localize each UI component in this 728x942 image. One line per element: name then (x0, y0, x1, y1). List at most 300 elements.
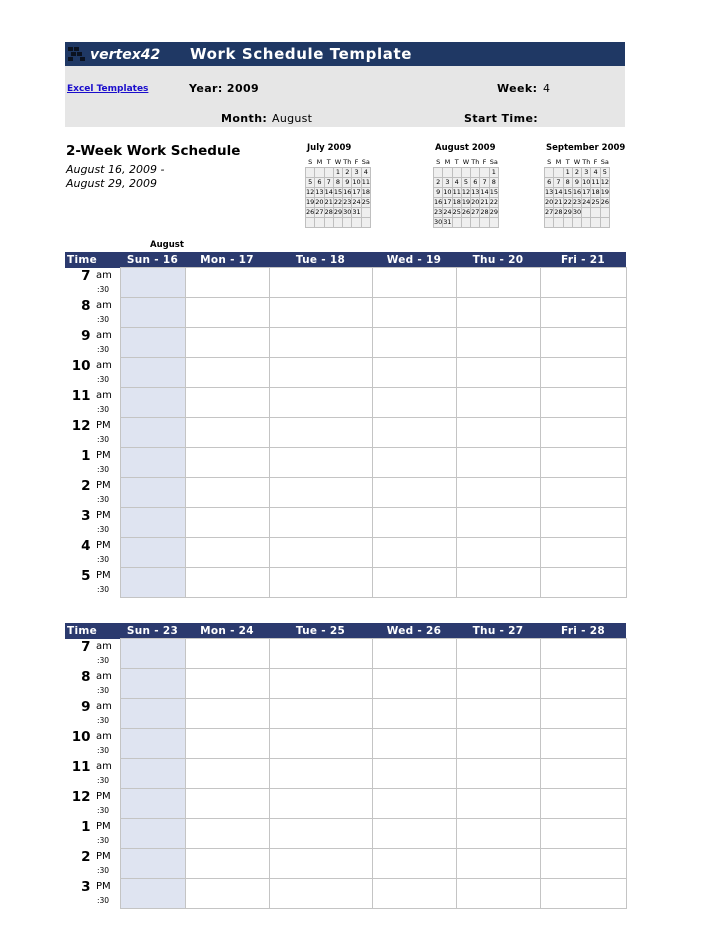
calendar-day: 5 (600, 168, 609, 178)
day-header-row (65, 623, 626, 639)
schedule-cell[interactable] (540, 538, 626, 568)
hour-number: 11 (71, 758, 91, 775)
schedule-cell[interactable] (372, 448, 456, 478)
calendar-day: 4 (361, 168, 370, 178)
schedule-cell[interactable] (120, 298, 185, 328)
half-hour-label: :30 (97, 895, 110, 905)
time-slot-row (65, 699, 626, 729)
time-slot-row (65, 879, 626, 909)
schedule-cell[interactable] (120, 669, 185, 699)
calendar-day: 7 (554, 178, 563, 188)
schedule-cell[interactable] (372, 568, 456, 598)
schedule-cell[interactable] (372, 388, 456, 418)
schedule-cell[interactable] (456, 268, 540, 298)
schedule-cell[interactable] (120, 508, 185, 538)
time-slot-row (65, 568, 626, 598)
calendar-day (582, 218, 591, 228)
calendar-weekday-row (545, 157, 610, 168)
schedule-cell[interactable] (269, 448, 372, 478)
weekday-label: F (593, 158, 598, 166)
calendar-day (545, 218, 554, 228)
schedule-cell[interactable] (269, 418, 372, 448)
schedule-cell[interactable] (120, 568, 185, 598)
hour-number: 2 (81, 477, 91, 494)
calendar-day: 21 (324, 198, 333, 206)
schedule-cell[interactable] (185, 328, 269, 358)
hour-number: 9 (81, 327, 91, 344)
weekday-label: F (482, 158, 487, 166)
calendar-day: 16 (434, 198, 443, 206)
schedule-cell[interactable] (120, 268, 185, 298)
day-column-header: Sun - 23 (120, 623, 185, 639)
half-hour-label: :30 (97, 554, 110, 564)
schedule-cell[interactable] (456, 819, 540, 849)
schedule-cell[interactable] (372, 538, 456, 568)
schedule-cell[interactable] (372, 759, 456, 789)
logo-graphic (66, 44, 184, 64)
calendar-week-row (545, 218, 610, 228)
time-slot-label (65, 759, 120, 789)
hour-number: 5 (81, 567, 91, 584)
schedule-cell[interactable] (120, 358, 185, 388)
calendar-day: 6 (545, 178, 554, 188)
day-column-header: Mon - 17 (185, 252, 269, 268)
schedule-cell[interactable] (185, 478, 269, 508)
calendar-day: 13 (545, 188, 554, 196)
am-pm-label: am (96, 640, 112, 652)
day-column-header: Wed - 19 (372, 252, 456, 268)
schedule-cell[interactable] (456, 729, 540, 759)
schedule-cell[interactable] (269, 358, 372, 388)
half-hour-label: :30 (97, 314, 110, 324)
schedule-cell[interactable] (540, 669, 626, 699)
schedule-cell[interactable] (120, 759, 185, 789)
time-slot-label (65, 358, 120, 388)
calendar-day: 12 (461, 188, 471, 196)
calendar-title: August 2009 (435, 143, 496, 153)
schedule-cell[interactable] (269, 508, 372, 538)
hour-number: 10 (71, 357, 91, 374)
schedule-cell[interactable] (185, 538, 269, 568)
schedule-cell[interactable] (185, 568, 269, 598)
half-hour-label: :30 (97, 494, 110, 504)
calendar-day: 21 (480, 198, 489, 206)
schedule-cell[interactable] (456, 328, 540, 358)
calendar-day: 20 (545, 198, 554, 206)
month-caption: August (150, 240, 184, 250)
calendar-day (461, 168, 470, 178)
date-range-start: August 16, 2009 - (66, 163, 165, 176)
schedule-cell[interactable] (120, 418, 185, 448)
schedule-title: 2-Week Work Schedule (66, 143, 241, 159)
schedule-cell[interactable] (185, 298, 269, 328)
time-slot-label (65, 879, 120, 909)
schedule-cell[interactable] (269, 298, 372, 328)
time-slot-row (65, 789, 626, 819)
schedule-cell[interactable] (269, 879, 372, 909)
calendar-day: 12 (306, 188, 315, 196)
schedule-cell[interactable] (456, 388, 540, 418)
schedule-cell[interactable] (120, 849, 185, 879)
calendar-week-row (306, 208, 371, 218)
calendar-week-row (306, 178, 371, 188)
am-pm-label: PM (96, 449, 111, 461)
schedule-cell[interactable] (120, 478, 185, 508)
schedule-cell[interactable] (456, 418, 540, 448)
calendar-week-row (306, 198, 371, 208)
schedule-cell[interactable] (456, 639, 540, 669)
calendar-day (306, 168, 315, 178)
hour-number: 3 (81, 878, 91, 895)
schedule-cell[interactable] (269, 478, 372, 508)
schedule-cell[interactable] (185, 268, 269, 298)
calendar-day: 15 (563, 188, 572, 196)
calendar-day: 24 (582, 198, 591, 206)
schedule-cell[interactable] (540, 508, 626, 538)
day-column-header: Tue - 18 (269, 252, 372, 268)
schedule-cell[interactable] (540, 388, 626, 418)
calendar-day: 18 (591, 188, 600, 196)
month-label: Month: (221, 112, 268, 125)
calendar-day (480, 168, 489, 178)
schedule-cell[interactable] (456, 669, 540, 699)
schedule-cell[interactable] (540, 328, 626, 358)
weekday-label: Sa (361, 158, 370, 166)
schedule-cell[interactable] (269, 669, 372, 699)
schedule-cell[interactable] (540, 358, 626, 388)
schedule-cell[interactable] (185, 388, 269, 418)
schedule-cell[interactable] (456, 358, 540, 388)
vertex42-logo (66, 44, 184, 64)
calendar-week-row (545, 178, 610, 188)
hour-number: 1 (81, 447, 91, 464)
calendar-day: 11 (361, 178, 370, 186)
calendar-day: 23 (572, 198, 582, 206)
schedule-cell[interactable] (456, 789, 540, 819)
time-slot-row (65, 538, 626, 568)
calendar-day: 25 (361, 198, 370, 206)
hour-number: 7 (81, 267, 91, 284)
schedule-cell[interactable] (185, 639, 269, 669)
schedule-cell[interactable] (120, 448, 185, 478)
calendar-day: 30 (434, 218, 443, 226)
day-column-header: Thu - 20 (456, 252, 540, 268)
schedule-cell[interactable] (269, 388, 372, 418)
schedule-cell[interactable] (185, 418, 269, 448)
calendar-day: 14 (554, 188, 563, 196)
schedule-cell[interactable] (120, 538, 185, 568)
time-column-header: Time (65, 252, 120, 268)
hour-number: 4 (81, 537, 91, 554)
calendar-week-row (434, 168, 499, 178)
schedule-cell[interactable] (540, 268, 626, 298)
weekday-label: M (316, 158, 323, 166)
calendar-day: 14 (480, 188, 489, 196)
time-slot-label (65, 669, 120, 699)
schedule-cell[interactable] (185, 508, 269, 538)
schedule-cell[interactable] (456, 879, 540, 909)
schedule-cell[interactable] (372, 298, 456, 328)
calendar-day: 10 (443, 188, 452, 196)
schedule-cell[interactable] (372, 699, 456, 729)
time-column-header: Time (65, 623, 120, 639)
schedule-cell[interactable] (269, 639, 372, 669)
am-pm-label: PM (96, 790, 111, 802)
calendar-day (324, 218, 333, 228)
schedule-cell[interactable] (456, 759, 540, 789)
calendar-day (554, 218, 563, 228)
schedule-cell[interactable] (540, 298, 626, 328)
calendar-day: 28 (554, 208, 563, 216)
schedule-cell[interactable] (456, 508, 540, 538)
schedule-cell[interactable] (120, 699, 185, 729)
schedule-cell[interactable] (120, 729, 185, 759)
time-slot-row (65, 819, 626, 849)
schedule-cell[interactable] (120, 328, 185, 358)
calendar-day: 26 (600, 198, 609, 206)
weekday-label: Th (471, 158, 480, 166)
am-pm-label: PM (96, 569, 111, 581)
half-hour-label: :30 (97, 835, 110, 845)
schedule-cell[interactable] (372, 879, 456, 909)
half-hour-label: :30 (97, 584, 110, 594)
time-slot-row (65, 328, 626, 358)
weekday-label: W (573, 158, 581, 166)
half-hour-label: :30 (97, 715, 110, 725)
calendar-day (554, 168, 563, 178)
am-pm-label: am (96, 760, 112, 772)
schedule-cell[interactable] (120, 819, 185, 849)
time-slot-row (65, 358, 626, 388)
calendar-week-row (545, 188, 610, 198)
calendar-day: 3 (352, 168, 361, 178)
schedule-cell[interactable] (185, 358, 269, 388)
time-slot-label (65, 298, 120, 328)
half-hour-label: :30 (97, 404, 110, 414)
schedule-cell[interactable] (269, 729, 372, 759)
calendar-day: 29 (563, 208, 572, 216)
schedule-cell[interactable] (372, 789, 456, 819)
hour-number: 8 (81, 297, 91, 314)
day-header-row (65, 252, 626, 268)
hour-number: 2 (81, 848, 91, 865)
time-slot-row (65, 388, 626, 418)
calendar-grid (544, 157, 610, 228)
calendar-day: 9 (572, 178, 581, 188)
schedule-cell[interactable] (540, 729, 626, 759)
half-hour-label: :30 (97, 865, 110, 875)
calendar-week-row (434, 188, 499, 198)
calendar-day: 27 (545, 208, 554, 216)
schedule-cell[interactable] (540, 418, 626, 448)
calendar-day (600, 208, 609, 218)
time-slot-label (65, 639, 120, 669)
start-time-label: Start Time: (464, 112, 539, 125)
week-label: Week: (497, 82, 538, 95)
schedule-cell[interactable] (456, 448, 540, 478)
schedule-cell[interactable] (540, 819, 626, 849)
calendar-day: 7 (324, 178, 333, 188)
schedule-cell[interactable] (540, 879, 626, 909)
time-slot-label (65, 819, 120, 849)
schedule-cell[interactable] (185, 699, 269, 729)
schedule-cell[interactable] (372, 418, 456, 448)
calendar-day: 1 (489, 168, 498, 178)
weekday-label: T (565, 158, 570, 166)
am-pm-label: am (96, 700, 112, 712)
schedule-cell[interactable] (456, 849, 540, 879)
calendar-day: 24 (352, 198, 361, 206)
time-slot-label (65, 729, 120, 759)
schedule-cell[interactable] (372, 639, 456, 669)
calendar-day: 20 (315, 198, 324, 206)
calendar-week-row (306, 188, 371, 198)
time-slot-row (65, 669, 626, 699)
calendar-day: 23 (343, 198, 352, 206)
schedule-cell[interactable] (269, 568, 372, 598)
calendar-day: 12 (600, 178, 609, 186)
schedule-cell[interactable] (372, 819, 456, 849)
calendar-day: 19 (306, 198, 315, 206)
schedule-cell[interactable] (456, 478, 540, 508)
logo-text: vertex42 (90, 47, 161, 63)
am-pm-label: am (96, 269, 112, 281)
calendar-day: 25 (452, 208, 461, 216)
schedule-cell[interactable] (269, 849, 372, 879)
calendar-day: 27 (315, 208, 324, 216)
calendar-weekday-row (434, 157, 499, 168)
schedule-cell[interactable] (456, 699, 540, 729)
schedule-cell[interactable] (269, 789, 372, 819)
calendar-day: 16 (572, 188, 582, 196)
schedule-cell[interactable] (456, 568, 540, 598)
calendar-day: 30 (572, 208, 582, 216)
time-slot-row (65, 268, 626, 298)
calendar-day: 2 (572, 168, 581, 178)
calendar-day (452, 168, 461, 178)
hour-number: 12 (71, 788, 91, 805)
calendar-day (434, 168, 443, 178)
schedule-cell[interactable] (185, 879, 269, 909)
calendar-day: 28 (480, 208, 489, 216)
weekday-label: M (444, 158, 451, 166)
day-column-header: Sun - 16 (120, 252, 185, 268)
calendar-day: 21 (554, 198, 563, 206)
schedule-cell[interactable] (120, 879, 185, 909)
date-range-end: August 29, 2009 (66, 177, 157, 190)
calendar-day: 18 (361, 188, 370, 196)
calendar-day: 23 (434, 208, 443, 216)
calendar-weekday-row (306, 157, 371, 168)
calendar-week-row (434, 218, 499, 228)
calendar-day: 14 (324, 188, 333, 196)
schedule-cell[interactable] (372, 508, 456, 538)
schedule-cell[interactable] (185, 849, 269, 879)
weekday-label: T (326, 158, 331, 166)
schedule-cell[interactable] (269, 699, 372, 729)
schedule-cell[interactable] (540, 699, 626, 729)
calendar-day: 9 (343, 178, 352, 188)
am-pm-label: am (96, 329, 112, 341)
schedule-cell[interactable] (540, 568, 626, 598)
half-hour-label: :30 (97, 685, 110, 695)
schedule-cell[interactable] (185, 669, 269, 699)
calendar-day: 29 (489, 208, 498, 216)
schedule-cell[interactable] (269, 328, 372, 358)
day-column-header: Thu - 27 (456, 623, 540, 639)
schedule-cell[interactable] (185, 819, 269, 849)
schedule-cell[interactable] (540, 849, 626, 879)
calendar-day: 11 (591, 178, 600, 186)
half-hour-label: :30 (97, 344, 110, 354)
calendar-day (563, 218, 572, 228)
calendar-day: 3 (582, 168, 591, 178)
time-slot-row (65, 849, 626, 879)
calendar-day: 1 (563, 168, 572, 178)
weekday-label: Sa (489, 158, 498, 166)
schedule-cell[interactable] (540, 448, 626, 478)
calendar-week-row (545, 198, 610, 208)
day-column-header: Fri - 28 (540, 623, 626, 639)
schedule-cell[interactable] (372, 358, 456, 388)
schedule-cell[interactable] (120, 639, 185, 669)
calendar-day (471, 218, 480, 228)
half-hour-label: :30 (97, 434, 110, 444)
schedule-cell[interactable] (269, 268, 372, 298)
schedule-cell[interactable] (185, 729, 269, 759)
time-slot-row (65, 478, 626, 508)
calendar-day (591, 218, 600, 228)
calendar-day: 26 (306, 208, 315, 216)
schedule-cell[interactable] (540, 789, 626, 819)
schedule-cell[interactable] (372, 268, 456, 298)
am-pm-label: PM (96, 850, 111, 862)
schedule-cell[interactable] (185, 789, 269, 819)
schedule-cell[interactable] (372, 478, 456, 508)
schedule-cell[interactable] (372, 849, 456, 879)
schedule-cell[interactable] (540, 759, 626, 789)
schedule-cell[interactable] (456, 298, 540, 328)
schedule-cell[interactable] (456, 538, 540, 568)
calendar-day (333, 218, 342, 228)
calendar-week-row (545, 208, 610, 218)
hour-number: 10 (71, 728, 91, 745)
time-slot-label (65, 418, 120, 448)
half-hour-label: :30 (97, 464, 110, 474)
weekday-label: T (454, 158, 459, 166)
calendar-day: 17 (582, 188, 591, 196)
schedule-cell[interactable] (540, 478, 626, 508)
time-slot-label (65, 388, 120, 418)
schedule-cell[interactable] (185, 759, 269, 789)
schedule-cell[interactable] (120, 388, 185, 418)
schedule-cell[interactable] (269, 538, 372, 568)
day-column-header: Tue - 25 (269, 623, 372, 639)
calendar-day (306, 218, 315, 228)
excel-templates-link[interactable]: Excel Templates (67, 84, 149, 94)
time-slot-row (65, 729, 626, 759)
schedule-cell[interactable] (269, 819, 372, 849)
weekday-label: S (308, 158, 313, 166)
schedule-cell[interactable] (540, 639, 626, 669)
schedule-cell[interactable] (120, 789, 185, 819)
schedule-cell[interactable] (185, 448, 269, 478)
schedule-cell[interactable] (372, 328, 456, 358)
am-pm-label: PM (96, 539, 111, 551)
schedule-cell[interactable] (372, 729, 456, 759)
schedule-cell[interactable] (372, 669, 456, 699)
schedule-cell[interactable] (269, 759, 372, 789)
